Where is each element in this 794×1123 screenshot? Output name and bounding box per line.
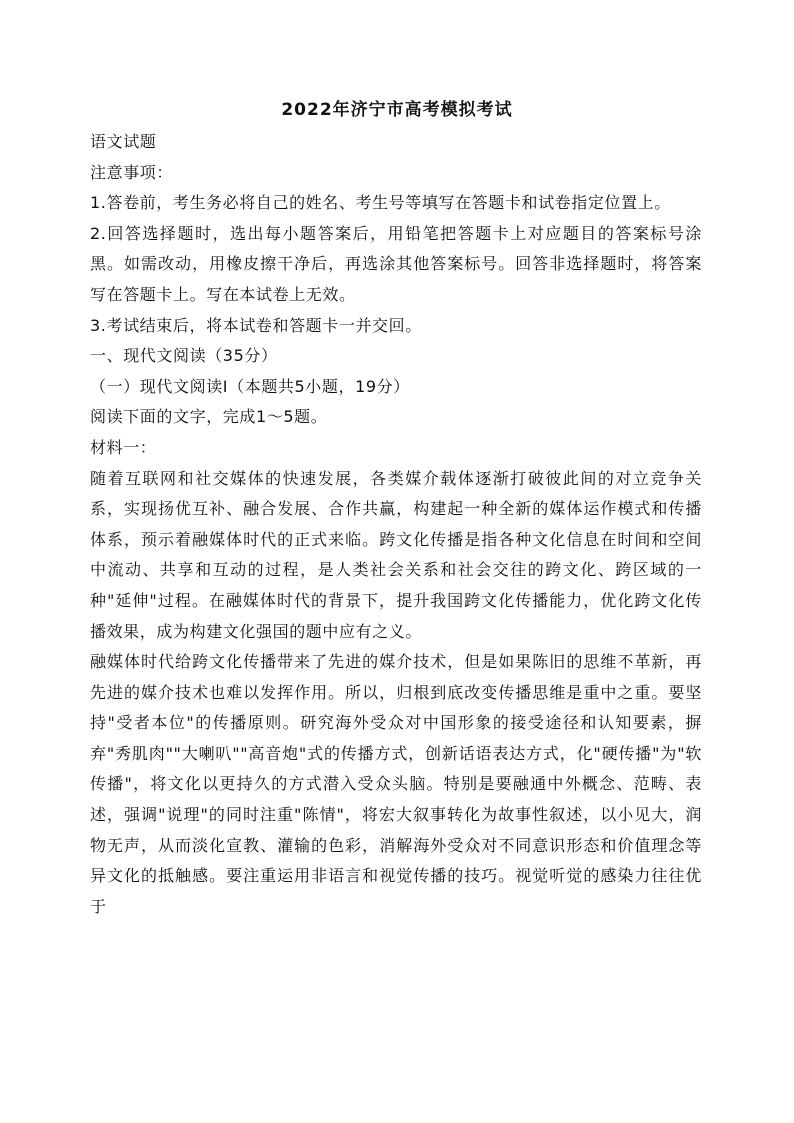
body-paragraph: 融媒体时代给跨文化传播带来了先进的媒介技术，但是如果陈旧的思维不革新，再先进的媒介技术也难以发挥作用。所以，归根到底改变传播思维是重中之重。要坚持"受者本位"的传播原则。研究海外受众对中国形象的接受途径和认知要素，摒弃"秀肌肉""大喇叭""高音炮"式的传播方式，创新话语表达方式，化"硬传播"为"软传播"，将文化以更持久的方式潜入受众头脑。特别是要融通中外概念、范畴、表述，强调"说理"的同时注重"陈情"，将宏大叙事转化为故事性叙述，以小见大，润物无声，从而淡化宣教、灌输的色彩，消解海外受众对不同意识形态和价值理念等异文化的抵触感。要注重运用非语言和视觉传播的技巧。视觉听觉的感染力往往优于 [90,652,702,916]
reading-instruction: 阅读下面的文字，完成1～5题。 [90,407,328,427]
section-heading: 一、现代文阅读（35分） [90,346,278,366]
body-paragraph: 随着互联网和社交媒体的快速发展，各类媒介载体逐渐打破彼此间的对立竞争关系，实现扬优互补、融合发展、合作共赢，构建起一种全新的媒体运作模式和传播体系，预示着融媒体时代的正式来临。跨文化传播是指各种文化信息在时间和空间中流动、共享和互动的过程，是人类社会关系和社会交往的跨文化、跨区域的一种"延伸"过程。在融媒体时代的背景下，提升我国跨文化传播能力，优化跨文化传播效果，成为构建文化强国的题中应有之义。 [90,468,702,641]
subject-line: 语文试题 [90,132,157,151]
subsection-heading: （一）现代文阅读Ⅰ（本题共5小题，19分） [90,376,410,396]
exam-title: 2022年济宁市高考模拟考试 [281,100,513,120]
exam-content [90,127,702,922]
notice-item: 1.答卷前，考生务必将自己的姓名、考生号等填写在答题卡和试卷指定位置上。 [90,193,671,213]
notice-item: 3.考试结束后，将本试卷和答题卡一并交回。 [90,315,422,335]
material-label: 材料一： [90,437,157,457]
notice-item: 2.回答选择题时，选出每小题答案后，用铅笔把答题卡上对应题目的答案标号涂黑。如需改动，用橡皮擦干净后，再选涂其他答案标号。回答非选择题时，将答案写在答题卡上。写在本试卷上无效。 [90,223,702,304]
notice-heading: 注意事项： [90,162,174,182]
